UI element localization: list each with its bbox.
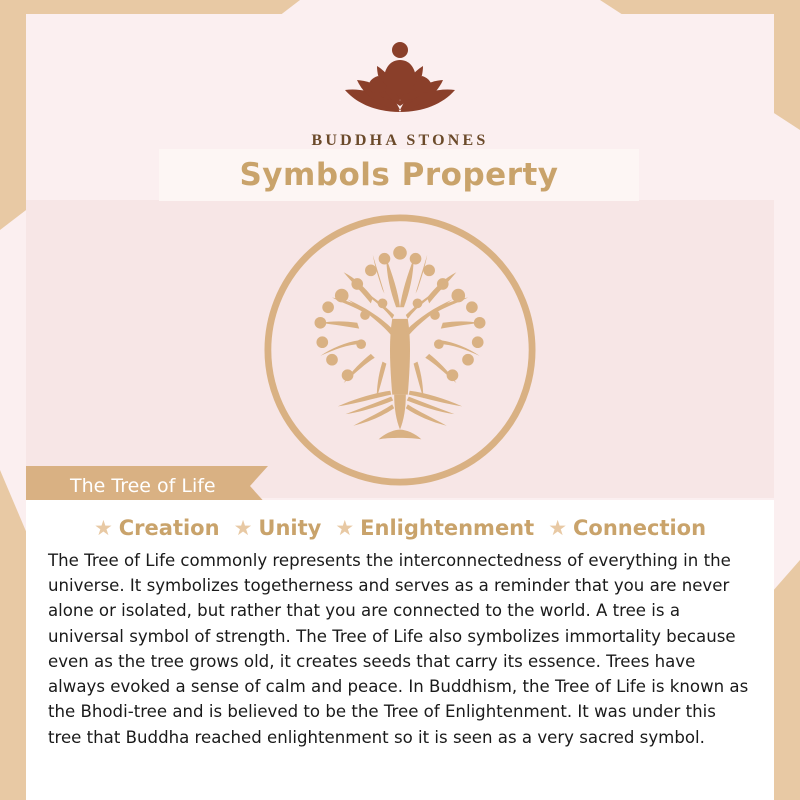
symbol-name: The Tree of Life: [26, 466, 250, 506]
keyword-label: Connection: [573, 516, 707, 540]
lotus-meditation-icon: [315, 26, 485, 126]
description-text: The Tree of Life commonly represents the interconnectedness of everything in the universe. It symbolizes togetherness and serves as a reminder that you are never alone or isolated, but rather that you are connected to the world. A tree is a universal symbol of strength. The Tree of Life also symbolizes immortality because even as the tree grows old, it creates seeds that carry its essence. Trees have always evoked a sense of calm and peace. In Buddhism, the Tree of Life is known as the Bhodi-tree and is believed to be the Tree of Enlightenment. It was under this tree that Buddha reached enlightenment so it is seen as a very sacred symbol.: [48, 551, 749, 747]
hero-image: [26, 214, 774, 491]
keyword-label: Creation: [118, 516, 220, 540]
page-title: Symbols Property: [239, 157, 559, 193]
brand-logo: [26, 26, 774, 150]
tree-of-life-icon: [264, 214, 536, 491]
brand-name: BUDDHA STONES: [311, 132, 489, 149]
star-icon: ★: [233, 515, 253, 540]
star-icon: ★: [548, 515, 568, 540]
keyword-item-creation: [94, 516, 220, 540]
keyword-item-enlightenment: [335, 516, 534, 540]
star-icon: ★: [335, 515, 355, 540]
keyword-item-unity: [234, 516, 322, 540]
keyword-label: Enlightenment: [360, 516, 535, 540]
description-panel: [26, 500, 774, 800]
keyword-item-connection: [548, 516, 706, 540]
keyword-list: [48, 516, 752, 540]
page-title-bar: [159, 149, 639, 201]
keyword-label: Unity: [258, 516, 322, 540]
star-icon: ★: [93, 515, 113, 540]
